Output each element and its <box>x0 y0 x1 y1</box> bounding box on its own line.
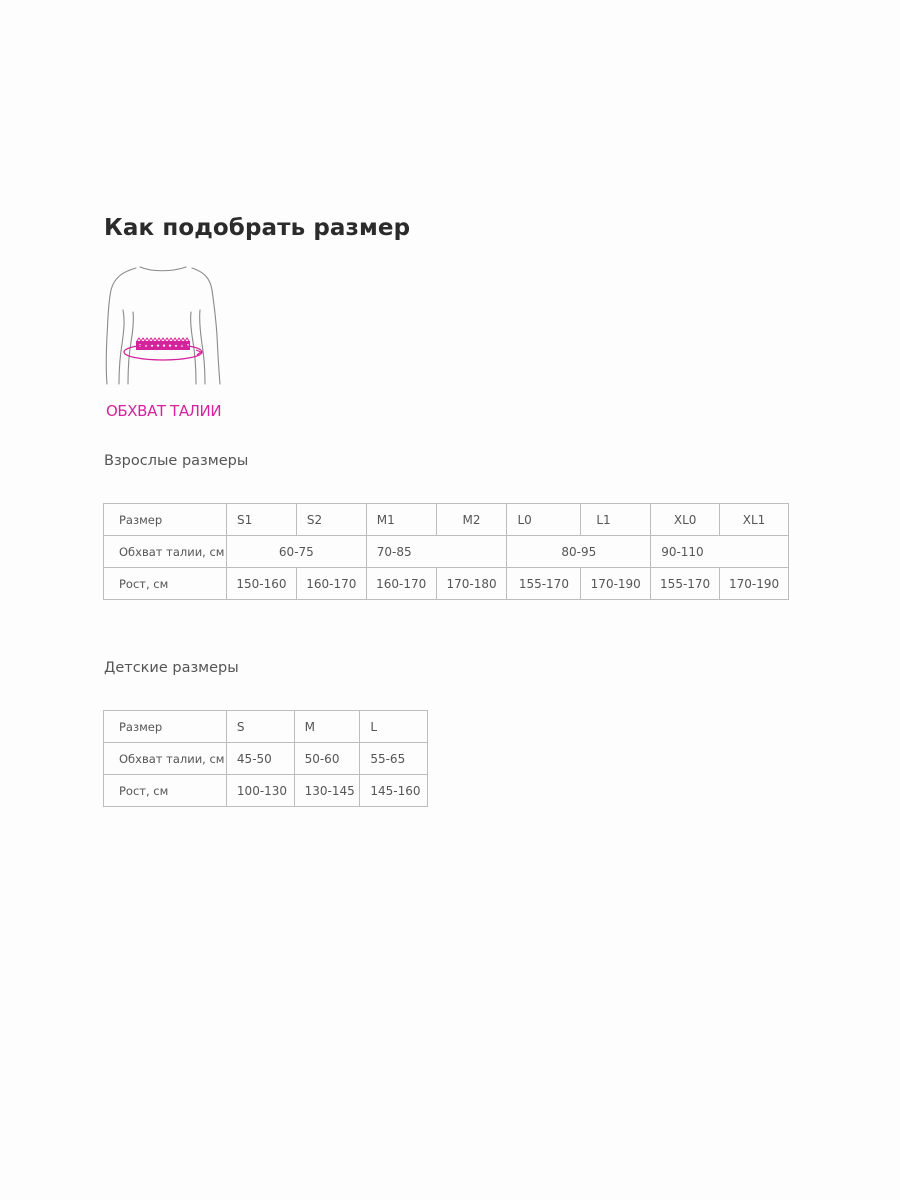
height-cell: 155-170 <box>651 568 720 600</box>
size-cell: M2 <box>436 504 507 536</box>
table-row <box>104 711 428 743</box>
size-cell: S1 <box>226 504 296 536</box>
table-row <box>104 568 789 600</box>
waist-cell: 80-95 <box>507 536 651 568</box>
row-label-waist: Обхват талии, см <box>104 536 227 568</box>
waist-cell: 70-85 <box>366 536 507 568</box>
waist-cell: 90-110 <box>651 536 789 568</box>
child-sizes-label: Детские размеры <box>104 660 239 676</box>
waist-cell: 60-75 <box>226 536 366 568</box>
size-cell: XL0 <box>651 504 720 536</box>
page-title: Как подобрать размер <box>104 215 411 241</box>
waist-cell: 55-65 <box>360 743 428 775</box>
size-cell: XL1 <box>720 504 789 536</box>
table-row <box>104 775 428 807</box>
size-cell: M1 <box>366 504 436 536</box>
size-cell: S <box>226 711 294 743</box>
row-label-size: Размер <box>104 711 227 743</box>
height-cell: 160-170 <box>296 568 366 600</box>
height-cell: 100-130 <box>226 775 294 807</box>
row-label-size: Размер <box>104 504 227 536</box>
size-cell: L0 <box>507 504 581 536</box>
row-label-waist: Обхват талии, см <box>104 743 227 775</box>
waist-measure-illustration <box>100 264 225 388</box>
torso-outline <box>106 267 220 384</box>
height-cell: 150-160 <box>226 568 296 600</box>
row-label-height: Рост, см <box>104 775 227 807</box>
table-row <box>104 504 789 536</box>
adult-sizes-label: Взрослые размеры <box>104 453 249 469</box>
height-cell: 160-170 <box>366 568 436 600</box>
table-row <box>104 536 789 568</box>
size-cell: L1 <box>581 504 651 536</box>
size-cell: S2 <box>296 504 366 536</box>
size-cell: L <box>360 711 428 743</box>
child-size-table <box>103 710 428 807</box>
height-cell: 170-190 <box>720 568 789 600</box>
table-row <box>104 743 428 775</box>
height-cell: 145-160 <box>360 775 428 807</box>
height-cell: 155-170 <box>507 568 581 600</box>
adult-size-table <box>103 503 789 600</box>
waist-cell: 50-60 <box>294 743 360 775</box>
height-cell: 170-190 <box>581 568 651 600</box>
row-label-height: Рост, см <box>104 568 227 600</box>
waist-caption: ОБХВАТ ТАЛИИ <box>106 402 222 420</box>
waist-cell: 45-50 <box>226 743 294 775</box>
height-cell: 130-145 <box>294 775 360 807</box>
height-cell: 170-180 <box>436 568 507 600</box>
size-cell: M <box>294 711 360 743</box>
